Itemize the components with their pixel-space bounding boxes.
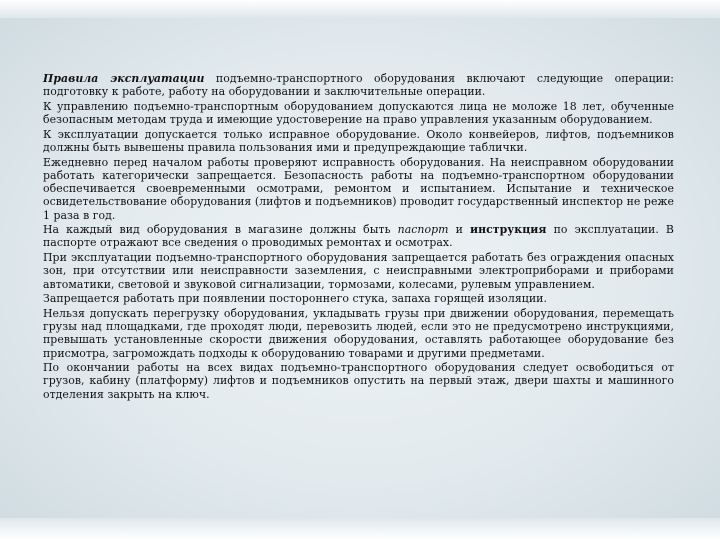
- term-passport: паспорт: [397, 223, 449, 237]
- paragraph-text: На каждый вид оборудования в магазине должны быть: [43, 223, 398, 237]
- text-body: [43, 72, 674, 402]
- paragraph-prohibitions: При эксплуатации подъемно-транспортного оборудования запрещается работать без ограждения опасных зон, при отсутствии или неисправности заземления, с неисправными электроприборами и приборами автоматики, световой и звуковой сигнализации, тормозами, колесами, рулевым управлением.: [43, 251, 674, 291]
- paragraph-lead-term: Правила эксплуатации: [43, 72, 205, 85]
- paragraph-text: и: [448, 223, 470, 237]
- paragraph-noise-smell: Запрещается работать при появлении постороннего стука, запаха горящей изоляции.: [43, 292, 547, 306]
- paragraph-rules: [43, 72, 674, 98]
- paragraph-documents: [43, 223, 674, 249]
- paragraph-end-of-work: По окончании работы на всех видах подъемно-транспортного оборудования следует освободиться от грузов, кабину (платформу) лифтов и подъемников опустить на первый этаж, двери шахты и машинного отделения закрыть на ключ.: [43, 361, 674, 401]
- paragraph-text: по эксплуатации. В паспорте отражают все сведения о проводимых ремонтах и осмотрах.: [43, 223, 674, 250]
- paragraph-serviceable-equipment: К эксплуатации допускается только исправное оборудование. Около конвейеров, лифтов, подъемников должны быть вывешены правила пользования ими и предупреждающие таблички.: [43, 127, 674, 155]
- paragraph-text: подъемно-транспортного оборудования включают следующие операции: подготовку к работе, работу на оборудовании и заключительные операции.: [43, 72, 674, 99]
- paragraph-admission: К управлению подъемно-транспортным оборудованием допускаются лица не моложе 18 лет, обученные безопасным методам труда и имеющие удостоверение на право управления указанным оборудованием.: [43, 99, 674, 127]
- paragraph-daily-check: Ежедневно перед началом работы проверяют исправность оборудования. На неисправном оборудовании работать категорически запрещается. Безопасность работы на подъемно-транспортном оборудовании обеспечивается своевременными осмотрами, ремонтом и испытанием. Испытание и техническое освидетельствование оборудования (лифтов и подъемников) проводит государственный инспектор не реже 1 раза в год.: [43, 155, 674, 222]
- slide-top-band: [0, 0, 720, 18]
- term-instruction: инструкция: [469, 223, 547, 237]
- paragraph-overload: Нельзя допускать перегрузку оборудования, укладывать грузы при движении оборудования, перемещать грузы над площадками, где проходят люди, перевозить людей, если это не предусмотрено инструкциями, превышать установленные скорости движения оборудования, оставлять работающее оборудование без присмотра, загромождать подходы к оборудованию товарами и другими предметами.: [43, 306, 674, 360]
- slide-bottom-band: [0, 518, 720, 540]
